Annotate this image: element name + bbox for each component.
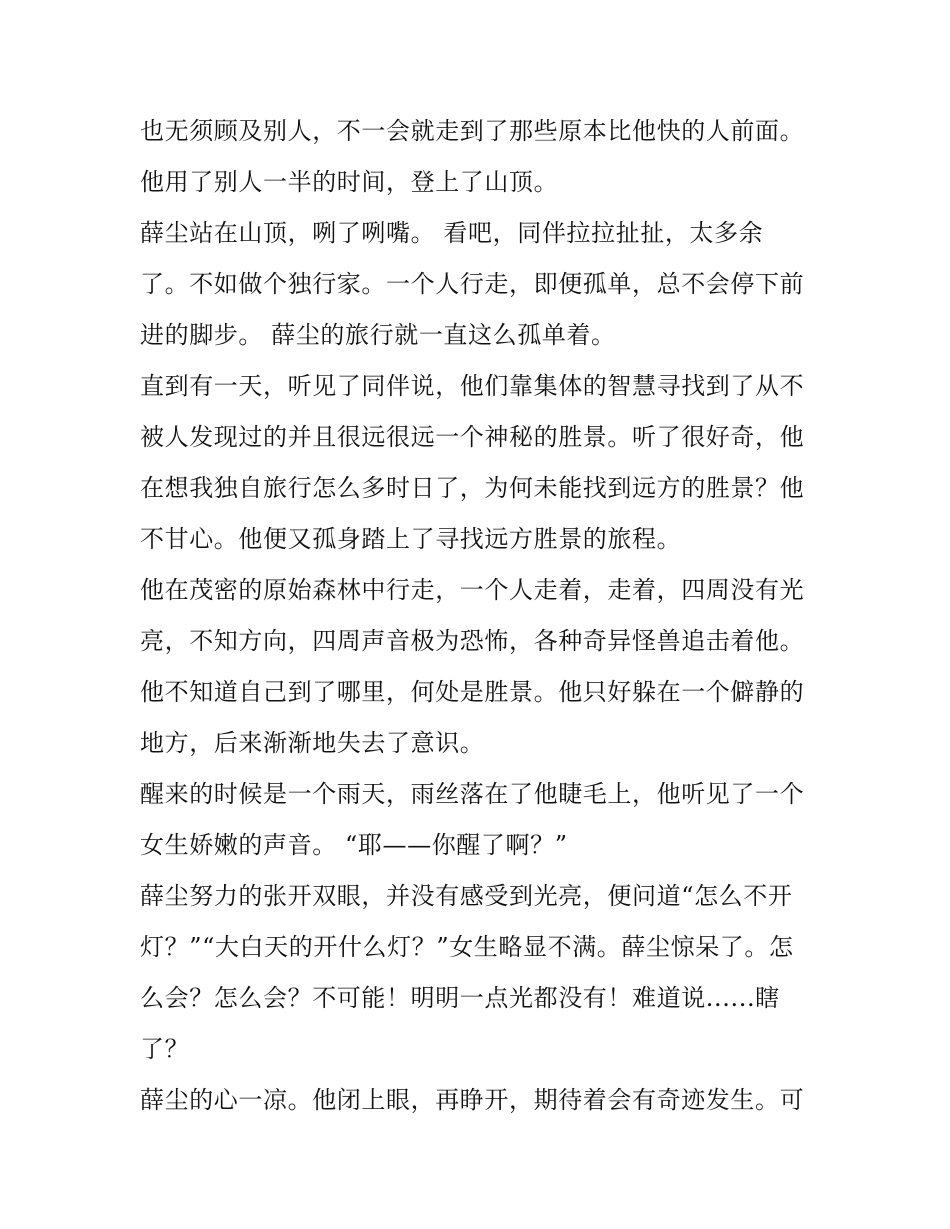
text-line-12: 他不知道自己到了哪里，何处是胜景。他只好躲在一个僻静的 <box>140 678 805 706</box>
text-line-19: 了？ <box>140 1035 190 1063</box>
text-line-3: 薛尘站在山顶，咧了咧嘴。 看吧，同伴拉拉扯扯，太多余 <box>140 219 764 247</box>
text-line-1: 也无须顾及别人，不一会就走到了那些原本比他快的人前面。 <box>140 117 805 145</box>
text-line-10: 他在茂密的原始森林中行走，一个人走着，走着，四周没有光 <box>140 576 805 604</box>
text-line-11: 亮，不知方向，四周声音极为恐怖，各种奇异怪兽追击着他。 <box>140 627 805 655</box>
text-line-4: 了。不如做个独行家。一个人行走，即便孤单，总不会停下前 <box>140 270 805 298</box>
text-line-6: 直到有一天，听见了同伴说，他们靠集体的智慧寻找到了从不 <box>140 372 805 400</box>
text-line-7: 被人发现过的并且很远很远一个神秘的胜景。听了很好奇，他 <box>140 423 805 451</box>
text-line-18: 么会？怎么会？不可能！明明一点光都没有！难道说......瞎 <box>140 984 780 1012</box>
text-line-2: 他用了别人一半的时间，登上了山顶。 <box>140 168 559 196</box>
document-page <box>140 106 820 1126</box>
text-line-17: 灯？”“大白天的开什么灯？”女生略显不满。薛尘惊呆了。怎 <box>140 933 794 961</box>
text-line-20: 薛尘的心一凉。他闭上眼，再睁开，期待着会有奇迹发生。可 <box>140 1086 805 1114</box>
text-line-5: 进的脚步。 薛尘的旅行就一直这么孤单着。 <box>140 321 616 349</box>
text-line-13: 地方，后来渐渐地失去了意识。 <box>140 729 485 757</box>
text-line-8: 在想我独自旅行怎么多时日了，为何未能找到远方的胜景？他 <box>140 474 805 502</box>
text-line-15: 女生娇嫩的声音。 “耶——你醒了啊？” <box>140 831 568 859</box>
text-line-16: 薛尘努力的张开双眼，并没有感受到光亮，便问道“怎么不开 <box>140 882 793 910</box>
text-line-9: 不甘心。他便又孤身踏上了寻找远方胜景的旅程。 <box>140 525 682 553</box>
text-line-14: 醒来的时候是一个雨天，雨丝落在了他睫毛上，他听见了一个 <box>140 780 805 808</box>
